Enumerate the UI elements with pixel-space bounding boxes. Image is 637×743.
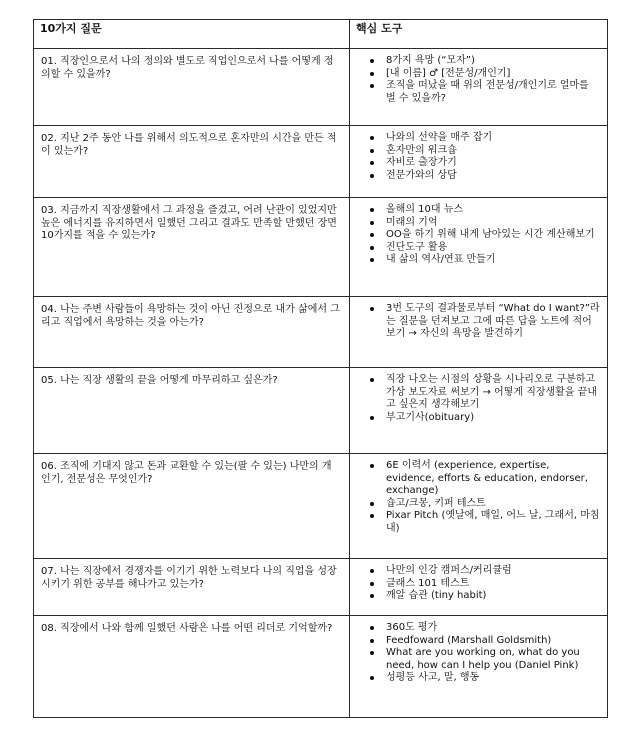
list-item: What are you working on, what do you need, how can I help you (Daniel Pink) [386, 647, 601, 672]
list-item: OO을 하기 위해 내게 남아있는 시간 계산해보기 [386, 229, 601, 242]
tools-cell [350, 616, 608, 718]
question-cell: 04. 나는 주변 사람들이 욕망하는 것이 아닌 진정으로 내가 삶에서 그리고 직업에서 욕망하는 것을 아는가? [34, 297, 350, 368]
list-item: 8가지 욕망 (“모자”) [386, 55, 601, 68]
questions-tools-table [33, 19, 608, 718]
list-item: 올해의 10대 뉴스 [386, 204, 601, 217]
list-item: 깨알 습관 (tiny habit) [386, 590, 601, 603]
table-row [34, 198, 608, 297]
table-header-row [34, 20, 608, 49]
table-row [34, 126, 608, 198]
tools-cell [350, 297, 608, 368]
list-item: 성평등 사고, 말, 행동 [386, 672, 601, 685]
question-cell: 02. 지난 2주 동안 나를 위해서 의도적으로 혼자만의 시간을 만든 적이 있는가? [34, 126, 350, 198]
question-cell: 06. 조직에 기대지 않고 돈과 교환할 수 있는(팔 수 있는) 나만의 개인기, 전문성은 무엇인가? [34, 454, 350, 559]
list-item: 360도 평가 [386, 622, 601, 635]
list-item: Feedfoward (Marshall Goldsmith) [386, 635, 601, 648]
list-item: 클래스 101 테스트 [386, 578, 601, 591]
list-item: 나와의 선약을 매주 잡기 [386, 132, 601, 145]
tools-cell [350, 49, 608, 126]
list-item: 미래의 기억 [386, 217, 601, 230]
table-row [34, 616, 608, 718]
table-row [34, 559, 608, 616]
list-item: 진단도구 활용 [386, 242, 601, 255]
tools-cell [350, 368, 608, 454]
list-item: 3번 도구의 결과물로부터 “What do I want?”라는 질문을 던져보고 그에 따른 답을 노트에 적어보기 → 자신의 욕망을 발견하기 [386, 303, 600, 340]
list-item: 숍고/크몽, 키퍼 테스트 [386, 498, 601, 511]
question-cell: 07. 나는 직장에서 경쟁자를 이기기 위한 노력보다 나의 직업을 성장시키기 위한 공부를 해나가고 있는가? [34, 559, 350, 616]
list-item: 부고기사(obituary) [386, 412, 601, 425]
tools-cell [350, 559, 608, 616]
tools-cell [350, 198, 608, 297]
list-item: 내 삶의 역사/연표 만들기 [386, 254, 601, 267]
question-cell: 08. 직장에서 나와 함께 일했던 사람은 나를 어떤 리더로 기억할까? [34, 616, 350, 718]
question-cell: 03. 지금까지 직장생활에서 그 과정을 즐겼고, 어려 난관이 있었지만 높은 에너지를 유지하면서 일했던 그리고 결과도 만족할 만했던 장면 10가지를 적을 수 있는가? [34, 198, 350, 297]
list-item: 6E 이력서 (experience, expertise, evidence, efforts & education, endorser, exchange) [386, 460, 601, 498]
list-item: 혼자만의 워크숍 [386, 145, 601, 158]
table-row [34, 454, 608, 559]
tools-cell [350, 454, 608, 559]
list-item: 자비로 출장가기 [386, 157, 601, 170]
list-item: Pixar Pitch (옛날에, 매일, 어느 날, 그래서, 마침내) [386, 510, 600, 534]
list-item: 전문가와의 상담 [386, 170, 601, 183]
table-row [34, 368, 608, 454]
question-cell: 01. 직장인으로서 나의 정의와 별도로 직업인으로서 나를 어떻게 정의할 수 있을까? [34, 49, 350, 126]
list-item: 나만의 인강 캠퍼스/커리큘럼 [386, 565, 601, 578]
table-row [34, 297, 608, 368]
header-tools: 핵심 도구 [350, 20, 608, 49]
list-item: 직장 나오는 시점의 상황을 시나리오로 구분하고 가상 보도자료 써보기 → 어떻게 직장생활을 끝내고 싶은지 생각해보기 [386, 374, 601, 412]
question-cell: 05. 나는 직장 생활의 끝을 어떻게 마무리하고 싶은가? [34, 368, 350, 454]
tools-cell [350, 126, 608, 198]
header-questions: 10가지 질문 [34, 20, 350, 49]
list-item: 조직을 떠났을 때 위의 전문성/개인기로 얼마를 벌 수 있을까? [386, 80, 601, 105]
table-row [34, 49, 608, 126]
list-item: [내 이름] ♂ [전문성/개인기] [386, 68, 601, 81]
